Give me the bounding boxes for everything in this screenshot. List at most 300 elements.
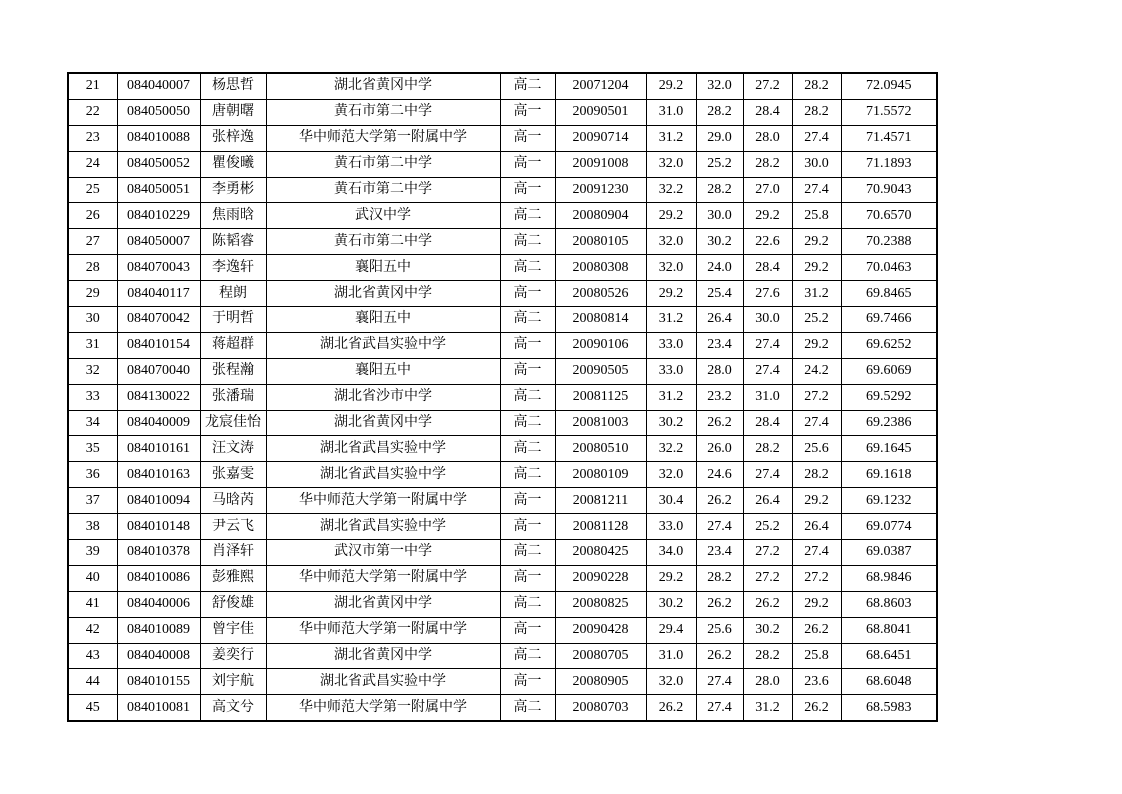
score2-cell: 23.4 <box>696 540 743 566</box>
rank-cell: 37 <box>68 488 117 514</box>
score2-cell: 32.0 <box>696 73 743 99</box>
score2-cell: 24.0 <box>696 255 743 281</box>
school-cell: 襄阳五中 <box>266 358 500 384</box>
score1-cell: 31.0 <box>646 99 696 125</box>
rank-cell: 22 <box>68 99 117 125</box>
grade-cell: 高一 <box>500 488 555 514</box>
table-row <box>68 514 937 540</box>
score1-cell: 32.0 <box>646 669 696 695</box>
score4-cell: 31.2 <box>792 281 841 307</box>
school-cell: 华中师范大学第一附属中学 <box>266 565 500 591</box>
total-cell: 69.1232 <box>841 488 937 514</box>
birthdate-cell: 20080526 <box>555 281 646 307</box>
score4-cell: 27.4 <box>792 540 841 566</box>
score2-cell: 24.6 <box>696 462 743 488</box>
id-cell: 084130022 <box>117 384 200 410</box>
school-cell: 华中师范大学第一附属中学 <box>266 488 500 514</box>
rank-cell: 25 <box>68 177 117 203</box>
birthdate-cell: 20090501 <box>555 99 646 125</box>
score1-cell: 29.2 <box>646 281 696 307</box>
school-cell: 黄石市第二中学 <box>266 177 500 203</box>
total-cell: 71.1893 <box>841 151 937 177</box>
birthdate-cell: 20091008 <box>555 151 646 177</box>
rank-cell: 30 <box>68 307 117 333</box>
score2-cell: 28.2 <box>696 99 743 125</box>
name-cell: 于明哲 <box>200 307 266 333</box>
grade-cell: 高一 <box>500 151 555 177</box>
score4-cell: 29.2 <box>792 229 841 255</box>
score1-cell: 32.2 <box>646 436 696 462</box>
total-cell: 69.6069 <box>841 358 937 384</box>
results-table <box>67 72 938 722</box>
grade-cell: 高二 <box>500 643 555 669</box>
score1-cell: 29.2 <box>646 565 696 591</box>
id-cell: 084040117 <box>117 281 200 307</box>
birthdate-cell: 20080705 <box>555 643 646 669</box>
grade-cell: 高二 <box>500 695 555 721</box>
school-cell: 武汉市第一中学 <box>266 540 500 566</box>
score2-cell: 27.4 <box>696 695 743 721</box>
birthdate-cell: 20080825 <box>555 591 646 617</box>
name-cell: 唐朝曙 <box>200 99 266 125</box>
grade-cell: 高一 <box>500 125 555 151</box>
school-cell: 湖北省武昌实验中学 <box>266 436 500 462</box>
score3-cell: 27.0 <box>743 177 792 203</box>
id-cell: 084050007 <box>117 229 200 255</box>
total-cell: 70.0463 <box>841 255 937 281</box>
total-cell: 69.0387 <box>841 540 937 566</box>
grade-cell: 高二 <box>500 462 555 488</box>
name-cell: 肖泽轩 <box>200 540 266 566</box>
score1-cell: 33.0 <box>646 332 696 358</box>
name-cell: 彭雅熙 <box>200 565 266 591</box>
score3-cell: 31.0 <box>743 384 792 410</box>
name-cell: 刘宇航 <box>200 669 266 695</box>
table-row <box>68 669 937 695</box>
birthdate-cell: 20090228 <box>555 565 646 591</box>
total-cell: 69.2386 <box>841 410 937 436</box>
birthdate-cell: 20071204 <box>555 73 646 99</box>
total-cell: 69.7466 <box>841 307 937 333</box>
score2-cell: 28.0 <box>696 358 743 384</box>
rank-cell: 40 <box>68 565 117 591</box>
name-cell: 李逸轩 <box>200 255 266 281</box>
score3-cell: 28.2 <box>743 643 792 669</box>
rank-cell: 42 <box>68 617 117 643</box>
rank-cell: 29 <box>68 281 117 307</box>
birthdate-cell: 20090428 <box>555 617 646 643</box>
rank-cell: 27 <box>68 229 117 255</box>
table-row <box>68 332 937 358</box>
id-cell: 084010088 <box>117 125 200 151</box>
school-cell: 黄石市第二中学 <box>266 151 500 177</box>
name-cell: 蒋超群 <box>200 332 266 358</box>
score3-cell: 27.4 <box>743 462 792 488</box>
rank-cell: 33 <box>68 384 117 410</box>
table-row <box>68 462 937 488</box>
score4-cell: 26.2 <box>792 695 841 721</box>
total-cell: 68.6451 <box>841 643 937 669</box>
id-cell: 084050051 <box>117 177 200 203</box>
table-row <box>68 125 937 151</box>
name-cell: 杨思哲 <box>200 73 266 99</box>
score1-cell: 30.2 <box>646 410 696 436</box>
score1-cell: 29.4 <box>646 617 696 643</box>
rank-cell: 24 <box>68 151 117 177</box>
rank-cell: 36 <box>68 462 117 488</box>
score4-cell: 25.8 <box>792 643 841 669</box>
rank-cell: 34 <box>68 410 117 436</box>
id-cell: 084010148 <box>117 514 200 540</box>
score4-cell: 27.2 <box>792 384 841 410</box>
score4-cell: 29.2 <box>792 488 841 514</box>
grade-cell: 高一 <box>500 514 555 540</box>
school-cell: 湖北省武昌实验中学 <box>266 462 500 488</box>
score4-cell: 28.2 <box>792 462 841 488</box>
table-row <box>68 540 937 566</box>
school-cell: 湖北省黄冈中学 <box>266 643 500 669</box>
table-row <box>68 565 937 591</box>
name-cell: 张潘瑞 <box>200 384 266 410</box>
score2-cell: 29.0 <box>696 125 743 151</box>
total-cell: 68.6048 <box>841 669 937 695</box>
rank-cell: 38 <box>68 514 117 540</box>
score1-cell: 31.0 <box>646 643 696 669</box>
score2-cell: 30.2 <box>696 229 743 255</box>
score2-cell: 26.2 <box>696 591 743 617</box>
score3-cell: 28.4 <box>743 410 792 436</box>
name-cell: 舒俊雄 <box>200 591 266 617</box>
rank-cell: 43 <box>68 643 117 669</box>
id-cell: 084050052 <box>117 151 200 177</box>
score4-cell: 25.8 <box>792 203 841 229</box>
school-cell: 湖北省沙市中学 <box>266 384 500 410</box>
total-cell: 69.1618 <box>841 462 937 488</box>
table-row <box>68 281 937 307</box>
birthdate-cell: 20080308 <box>555 255 646 281</box>
score1-cell: 32.0 <box>646 229 696 255</box>
score3-cell: 28.4 <box>743 255 792 281</box>
score3-cell: 28.4 <box>743 99 792 125</box>
name-cell: 焦雨晗 <box>200 203 266 229</box>
score1-cell: 34.0 <box>646 540 696 566</box>
id-cell: 084050050 <box>117 99 200 125</box>
school-cell: 襄阳五中 <box>266 255 500 281</box>
total-cell: 70.6570 <box>841 203 937 229</box>
birthdate-cell: 20090106 <box>555 332 646 358</box>
table-row <box>68 255 937 281</box>
id-cell: 084010161 <box>117 436 200 462</box>
table-row <box>68 591 937 617</box>
school-cell: 黄石市第二中学 <box>266 99 500 125</box>
score1-cell: 31.2 <box>646 125 696 151</box>
name-cell: 瞿俊曦 <box>200 151 266 177</box>
score2-cell: 23.2 <box>696 384 743 410</box>
score3-cell: 31.2 <box>743 695 792 721</box>
score4-cell: 29.2 <box>792 255 841 281</box>
rank-cell: 31 <box>68 332 117 358</box>
score1-cell: 29.2 <box>646 73 696 99</box>
total-cell: 69.6252 <box>841 332 937 358</box>
score3-cell: 28.0 <box>743 125 792 151</box>
name-cell: 张嘉雯 <box>200 462 266 488</box>
score2-cell: 25.4 <box>696 281 743 307</box>
score1-cell: 30.4 <box>646 488 696 514</box>
name-cell: 张梓逸 <box>200 125 266 151</box>
score3-cell: 26.2 <box>743 591 792 617</box>
score2-cell: 26.2 <box>696 410 743 436</box>
grade-cell: 高二 <box>500 591 555 617</box>
grade-cell: 高一 <box>500 177 555 203</box>
score4-cell: 30.0 <box>792 151 841 177</box>
school-cell: 湖北省黄冈中学 <box>266 281 500 307</box>
table-row <box>68 203 937 229</box>
school-cell: 黄石市第二中学 <box>266 229 500 255</box>
school-cell: 华中师范大学第一附属中学 <box>266 125 500 151</box>
id-cell: 084010154 <box>117 332 200 358</box>
birthdate-cell: 20080510 <box>555 436 646 462</box>
score4-cell: 25.2 <box>792 307 841 333</box>
birthdate-cell: 20080425 <box>555 540 646 566</box>
school-cell: 湖北省武昌实验中学 <box>266 669 500 695</box>
score4-cell: 28.2 <box>792 73 841 99</box>
score1-cell: 32.0 <box>646 151 696 177</box>
school-cell: 华中师范大学第一附属中学 <box>266 617 500 643</box>
score3-cell: 28.2 <box>743 436 792 462</box>
score3-cell: 28.0 <box>743 669 792 695</box>
id-cell: 084040006 <box>117 591 200 617</box>
rank-cell: 39 <box>68 540 117 566</box>
total-cell: 69.0774 <box>841 514 937 540</box>
score4-cell: 26.2 <box>792 617 841 643</box>
table-row <box>68 151 937 177</box>
id-cell: 084040008 <box>117 643 200 669</box>
score4-cell: 29.2 <box>792 591 841 617</box>
score2-cell: 25.2 <box>696 151 743 177</box>
score1-cell: 32.0 <box>646 462 696 488</box>
score4-cell: 27.4 <box>792 410 841 436</box>
school-cell: 武汉中学 <box>266 203 500 229</box>
rank-cell: 41 <box>68 591 117 617</box>
score1-cell: 26.2 <box>646 695 696 721</box>
grade-cell: 高一 <box>500 332 555 358</box>
name-cell: 龙宸佳怡 <box>200 410 266 436</box>
score4-cell: 23.6 <box>792 669 841 695</box>
id-cell: 084010081 <box>117 695 200 721</box>
score2-cell: 27.4 <box>696 514 743 540</box>
table-row <box>68 436 937 462</box>
rank-cell: 32 <box>68 358 117 384</box>
grade-cell: 高二 <box>500 540 555 566</box>
score2-cell: 25.6 <box>696 617 743 643</box>
score1-cell: 31.2 <box>646 307 696 333</box>
total-cell: 68.9846 <box>841 565 937 591</box>
grade-cell: 高二 <box>500 229 555 255</box>
rank-cell: 45 <box>68 695 117 721</box>
id-cell: 084010378 <box>117 540 200 566</box>
score3-cell: 22.6 <box>743 229 792 255</box>
name-cell: 李勇彬 <box>200 177 266 203</box>
score4-cell: 27.4 <box>792 177 841 203</box>
grade-cell: 高一 <box>500 565 555 591</box>
birthdate-cell: 20081003 <box>555 410 646 436</box>
birthdate-cell: 20081128 <box>555 514 646 540</box>
table-row <box>68 177 937 203</box>
birthdate-cell: 20080905 <box>555 669 646 695</box>
name-cell: 张程瀚 <box>200 358 266 384</box>
score3-cell: 27.4 <box>743 332 792 358</box>
grade-cell: 高一 <box>500 99 555 125</box>
total-cell: 72.0945 <box>841 73 937 99</box>
school-cell: 湖北省武昌实验中学 <box>266 332 500 358</box>
birthdate-cell: 20080105 <box>555 229 646 255</box>
score1-cell: 33.0 <box>646 358 696 384</box>
birthdate-cell: 20081211 <box>555 488 646 514</box>
score3-cell: 25.2 <box>743 514 792 540</box>
table-row <box>68 643 937 669</box>
score2-cell: 30.0 <box>696 203 743 229</box>
grade-cell: 高二 <box>500 203 555 229</box>
score4-cell: 28.2 <box>792 99 841 125</box>
total-cell: 68.8603 <box>841 591 937 617</box>
score3-cell: 30.2 <box>743 617 792 643</box>
score4-cell: 26.4 <box>792 514 841 540</box>
birthdate-cell: 20080109 <box>555 462 646 488</box>
grade-cell: 高二 <box>500 73 555 99</box>
table-row <box>68 695 937 721</box>
id-cell: 084040009 <box>117 410 200 436</box>
id-cell: 084010163 <box>117 462 200 488</box>
grade-cell: 高一 <box>500 358 555 384</box>
id-cell: 084070040 <box>117 358 200 384</box>
birthdate-cell: 20090714 <box>555 125 646 151</box>
total-cell: 70.9043 <box>841 177 937 203</box>
table-row <box>68 384 937 410</box>
score2-cell: 27.4 <box>696 669 743 695</box>
name-cell: 曾宇佳 <box>200 617 266 643</box>
score4-cell: 24.2 <box>792 358 841 384</box>
score2-cell: 26.4 <box>696 307 743 333</box>
school-cell: 华中师范大学第一附属中学 <box>266 695 500 721</box>
score3-cell: 27.6 <box>743 281 792 307</box>
score1-cell: 29.2 <box>646 203 696 229</box>
name-cell: 尹云飞 <box>200 514 266 540</box>
score2-cell: 23.4 <box>696 332 743 358</box>
name-cell: 马晗芮 <box>200 488 266 514</box>
total-cell: 69.1645 <box>841 436 937 462</box>
total-cell: 69.5292 <box>841 384 937 410</box>
table-row <box>68 358 937 384</box>
rank-cell: 23 <box>68 125 117 151</box>
score2-cell: 28.2 <box>696 565 743 591</box>
id-cell: 084010094 <box>117 488 200 514</box>
name-cell: 汪文涛 <box>200 436 266 462</box>
rank-cell: 21 <box>68 73 117 99</box>
id-cell: 084010086 <box>117 565 200 591</box>
score3-cell: 29.2 <box>743 203 792 229</box>
id-cell: 084040007 <box>117 73 200 99</box>
grade-cell: 高二 <box>500 410 555 436</box>
table-row <box>68 617 937 643</box>
birthdate-cell: 20081125 <box>555 384 646 410</box>
table-body <box>68 73 937 721</box>
id-cell: 084070042 <box>117 307 200 333</box>
score2-cell: 26.2 <box>696 643 743 669</box>
score3-cell: 27.2 <box>743 73 792 99</box>
table-row <box>68 73 937 99</box>
id-cell: 084010229 <box>117 203 200 229</box>
name-cell: 程朗 <box>200 281 266 307</box>
score3-cell: 26.4 <box>743 488 792 514</box>
birthdate-cell: 20080814 <box>555 307 646 333</box>
score4-cell: 27.4 <box>792 125 841 151</box>
grade-cell: 高一 <box>500 669 555 695</box>
birthdate-cell: 20080703 <box>555 695 646 721</box>
rank-cell: 28 <box>68 255 117 281</box>
score3-cell: 30.0 <box>743 307 792 333</box>
grade-cell: 高二 <box>500 436 555 462</box>
score1-cell: 30.2 <box>646 591 696 617</box>
score1-cell: 31.2 <box>646 384 696 410</box>
birthdate-cell: 20090505 <box>555 358 646 384</box>
school-cell: 襄阳五中 <box>266 307 500 333</box>
school-cell: 湖北省武昌实验中学 <box>266 514 500 540</box>
score3-cell: 27.2 <box>743 540 792 566</box>
school-cell: 湖北省黄冈中学 <box>266 410 500 436</box>
score3-cell: 27.2 <box>743 565 792 591</box>
grade-cell: 高二 <box>500 255 555 281</box>
score1-cell: 33.0 <box>646 514 696 540</box>
grade-cell: 高二 <box>500 384 555 410</box>
birthdate-cell: 20091230 <box>555 177 646 203</box>
score1-cell: 32.2 <box>646 177 696 203</box>
table-row <box>68 229 937 255</box>
score1-cell: 32.0 <box>646 255 696 281</box>
score4-cell: 25.6 <box>792 436 841 462</box>
name-cell: 姜奕行 <box>200 643 266 669</box>
total-cell: 68.5983 <box>841 695 937 721</box>
id-cell: 084070043 <box>117 255 200 281</box>
birthdate-cell: 20080904 <box>555 203 646 229</box>
grade-cell: 高一 <box>500 281 555 307</box>
score2-cell: 26.2 <box>696 488 743 514</box>
score3-cell: 28.2 <box>743 151 792 177</box>
rank-cell: 44 <box>68 669 117 695</box>
rank-cell: 26 <box>68 203 117 229</box>
score4-cell: 29.2 <box>792 332 841 358</box>
rank-cell: 35 <box>68 436 117 462</box>
school-cell: 湖北省黄冈中学 <box>266 591 500 617</box>
table-row <box>68 488 937 514</box>
total-cell: 68.8041 <box>841 617 937 643</box>
name-cell: 陈韬睿 <box>200 229 266 255</box>
name-cell: 高文兮 <box>200 695 266 721</box>
score4-cell: 27.2 <box>792 565 841 591</box>
grade-cell: 高一 <box>500 617 555 643</box>
total-cell: 71.5572 <box>841 99 937 125</box>
id-cell: 084010089 <box>117 617 200 643</box>
table-row <box>68 307 937 333</box>
score3-cell: 27.4 <box>743 358 792 384</box>
score2-cell: 28.2 <box>696 177 743 203</box>
grade-cell: 高二 <box>500 307 555 333</box>
score2-cell: 26.0 <box>696 436 743 462</box>
school-cell: 湖北省黄冈中学 <box>266 73 500 99</box>
total-cell: 69.8465 <box>841 281 937 307</box>
id-cell: 084010155 <box>117 669 200 695</box>
total-cell: 71.4571 <box>841 125 937 151</box>
total-cell: 70.2388 <box>841 229 937 255</box>
